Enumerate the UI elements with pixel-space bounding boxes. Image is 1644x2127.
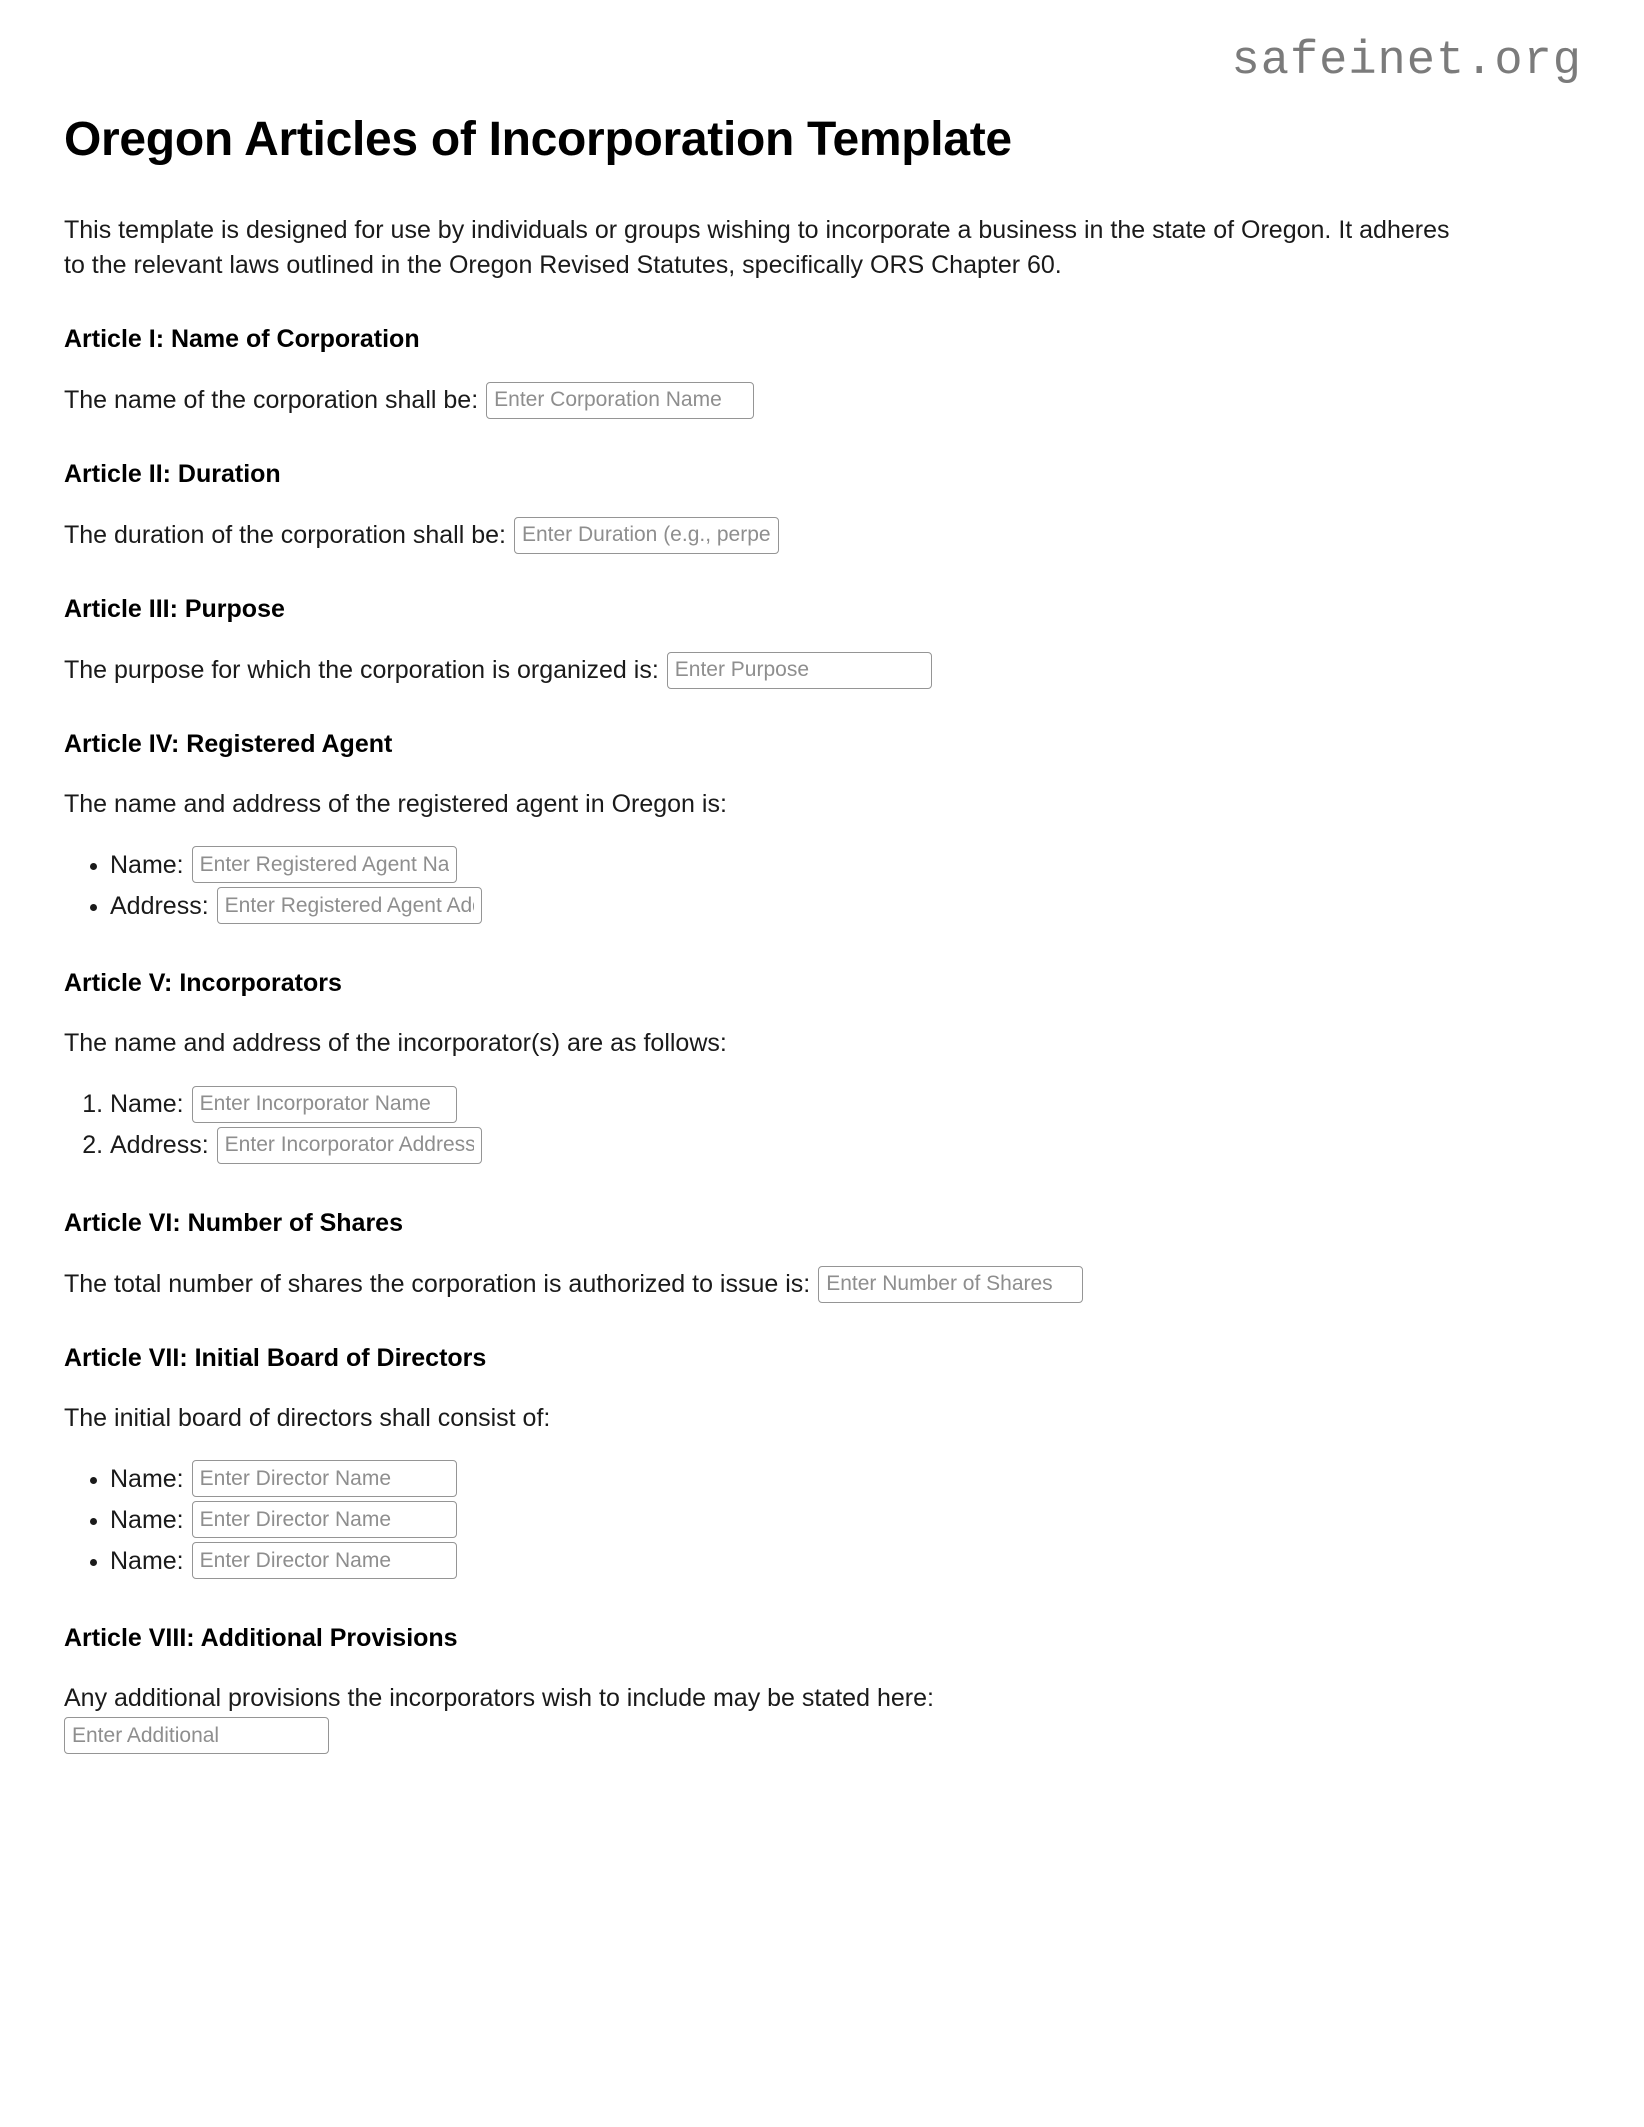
article-8-heading: Article VIII: Additional Provisions (64, 1624, 458, 1653)
site-watermark: safeinet.org (1231, 35, 1582, 88)
incorporator-list (64, 1086, 1580, 1168)
registered-agent-name-label: • Name: (110, 850, 184, 879)
corporation-name-input[interactable] (486, 382, 754, 419)
article-3-label: The purpose for which the corporation is organized is: (64, 656, 659, 685)
list-item (110, 1542, 1580, 1583)
article-6-field-row (64, 1266, 1580, 1303)
article-3-field-row (64, 652, 1580, 689)
article-4-heading: Article IV: Registered Agent (64, 729, 393, 758)
article-2-field-row (64, 517, 1580, 554)
director-2-label: • Name: (110, 1505, 184, 1534)
director-3-input[interactable] (192, 1542, 457, 1579)
article-2-heading: Article II: Duration (64, 459, 281, 488)
intro-paragraph: This template is designed for use by individuals or groups wishing to incorporate a business in the state of Oregon. It adheres to the relevant laws outlined in the Oregon Revised Statutes, specifically ORS Chapter 60. (64, 215, 1450, 280)
number-of-shares-input[interactable] (818, 1266, 1083, 1303)
registered-agent-name-input[interactable] (192, 846, 457, 883)
article-2-label: The duration of the corporation shall be: (64, 521, 506, 550)
list-item (110, 846, 1580, 887)
director-1-input[interactable] (192, 1460, 457, 1497)
article-6-heading: Article VI: Number of Shares (64, 1208, 403, 1237)
article-7-heading: Article VII: Initial Board of Directors (64, 1343, 487, 1372)
list-item (110, 1460, 1580, 1501)
incorporator-name-input[interactable] (192, 1086, 457, 1123)
article-5-heading: Article V: Incorporators (64, 969, 342, 998)
article-7-intro: The initial board of directors shall consist of: (64, 1403, 551, 1432)
incorporator-name-label: 1. Name: (110, 1090, 184, 1119)
article-1-label: The name of the corporation shall be: (64, 386, 479, 415)
director-1-label: • Name: (110, 1464, 184, 1493)
article-1-heading: Article I: Name of Corporation (64, 324, 420, 353)
incorporator-address-input[interactable] (217, 1127, 482, 1164)
article-6-label: The total number of shares the corporation is authorized to issue is: (64, 1270, 811, 1299)
article-5-intro: The name and address of the incorporator(s) are as follows: (64, 1029, 727, 1058)
registered-agent-list (64, 846, 1580, 928)
registered-agent-address-label: • Address: (110, 891, 209, 920)
director-2-input[interactable] (192, 1501, 457, 1538)
director-3-label: • Name: (110, 1546, 184, 1575)
article-4-intro: The name and address of the registered agent in Oregon is: (64, 789, 727, 818)
purpose-input[interactable] (667, 652, 932, 689)
article-3-heading: Article III: Purpose (64, 594, 285, 623)
list-item (110, 887, 1580, 928)
additional-provisions-textarea[interactable] (64, 1717, 329, 1754)
duration-input[interactable] (514, 517, 779, 554)
article-8-label: Any additional provisions the incorporators wish to include may be stated here: (64, 1684, 934, 1713)
registered-agent-address-input[interactable] (217, 887, 482, 924)
list-item (110, 1501, 1580, 1542)
incorporator-address-label: 2. Address: (110, 1131, 209, 1160)
director-list (64, 1460, 1580, 1583)
article-1-field-row (64, 382, 1580, 419)
list-item (110, 1086, 1580, 1127)
list-item (110, 1127, 1580, 1168)
page-title: Oregon Articles of Incorporation Template (64, 113, 1012, 166)
